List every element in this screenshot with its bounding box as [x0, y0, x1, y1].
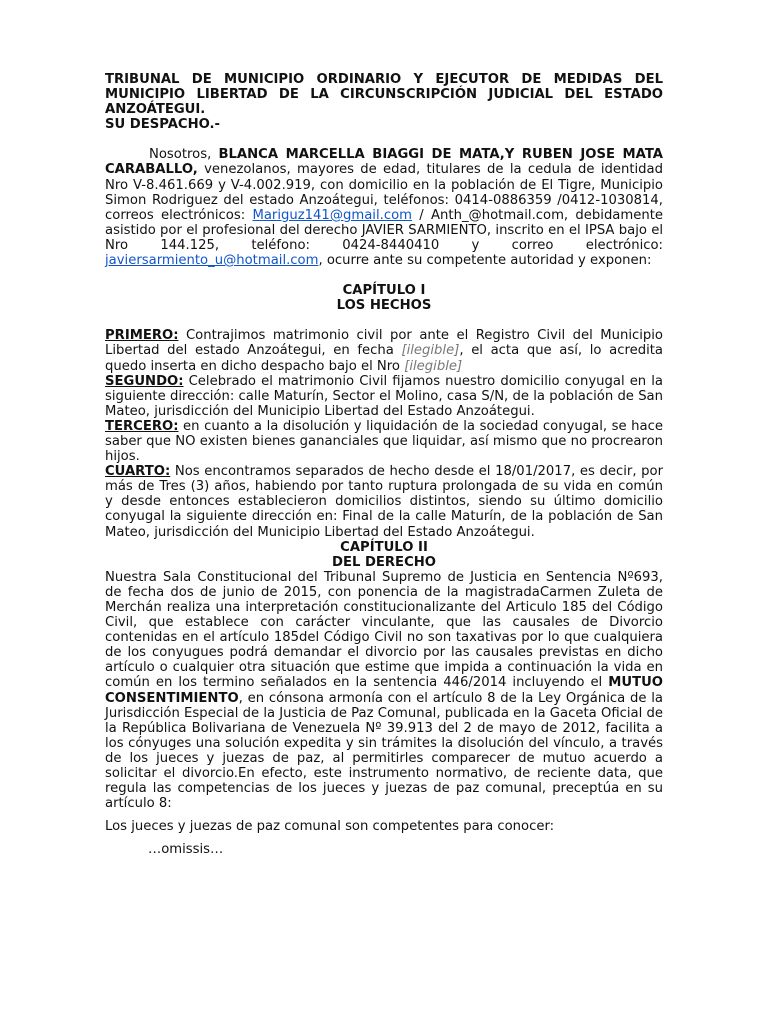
competencias-paragraph: Los jueces y juezas de paz comunal son competentes para conocer:: [105, 819, 555, 835]
derecho-paragraph: [105, 570, 663, 812]
court-name: TRIBUNAL DE MUNICIPIO ORDINARIO Y EJECUTOR DE MEDIDAS DEL MUNICIPIO LIBERTAD DE LA CIRCUNSCRIPCIÓN JUDICIAL DEL ESTADO ANZOÁTEGUI.: [105, 72, 663, 118]
addressee-heading: [105, 72, 663, 132]
chapter1-title: CAPÍTULO I: [342, 283, 426, 299]
email-link-javiersarmiento[interactable]: javiersarmiento_u@hotmail.com: [105, 253, 319, 269]
paragraph-tercero: [105, 419, 663, 464]
despacho-line: SU DESPACHO.-: [105, 117, 221, 133]
intro-text-1: Nosotros,: [149, 147, 219, 163]
chapter1-heading: [105, 283, 663, 313]
paragraph-segundo: [105, 374, 663, 419]
chapter2-heading: [105, 540, 663, 570]
paragraph-cuarto: [105, 464, 663, 539]
email-link-mariguz[interactable]: Mariguz141@gmail.com: [252, 207, 412, 223]
chapter2-title: CAPÍTULO II: [340, 539, 428, 555]
chapter2-subtitle: DEL DERECHO: [332, 554, 436, 570]
primero-text-a: Contrajimos matrimonio civil por ante el Registro Civil del Municipio Libertad del estado Anzoátegui, en fecha: [105, 328, 663, 359]
primero-label: PRIMERO:: [105, 328, 179, 344]
cuarto-text: Nos encontramos separados de hecho desde el 18/01/2017, es decir, por más de Tres (3) años, habiendo por tanto ruptura prolongada de su vida en común y desde entonces establecieron domicilios distintos, siendo su último domicilio conyugal la siguiente dirección en: Final de la calle Maturín, de la población de San Mateo, jurisdicción del Municipio Libertad del Estado Anzoátegui.: [105, 464, 663, 540]
intro-paragraph: [105, 147, 663, 268]
mutuo-consentimiento: MUTUO CONSENTIMIENTO: [105, 675, 663, 706]
intro-text-2: venezolanos, mayores de edad, titulares de la cedula de identidad Nro V-8.461.669 y V-4.002.919, con domicilio en la población de El Tigre, Municipio Simon Rodriguez del estado Anzoátegui, teléfonos: 0414-0886359 /0412-1030814, correos electrónicos:: [105, 162, 663, 223]
petitioner-names: BLANCA MARCELLA BIAGGI DE MATA,Y RUBEN JOSE MATA CARABALLO,: [105, 147, 663, 178]
primero-illegible-date: [ilegible]: [401, 343, 460, 359]
cuarto-label: CUARTO:: [105, 464, 171, 480]
segundo-label: SEGUNDO:: [105, 373, 184, 389]
paragraph-primero: [105, 328, 663, 373]
intro-text-3: / Anth_@hotmail.com, debidamente asistido por el profesional del derecho JAVIER SARMIENTO, inscrito en el IPSA bajo el Nro 144.125, teléfono: 0424-8440410 y correo electrónico:: [105, 207, 663, 253]
tercero-label: TERCERO:: [105, 418, 179, 434]
chapter1-subtitle: LOS HECHOS: [336, 298, 432, 314]
tercero-text: en cuanto a la disolución y liquidación de la sociedad conyugal, se hace saber que NO existen bienes gananciales que liquidar, así mismo que no procrearon hijos.: [105, 418, 663, 465]
segundo-text: Celebrado el matrimonio Civil fijamos nuestro domicilio conyugal en la siguiente dirección: calle Maturín, Sector el Molino, casa S/N, de la población de San Mateo, jurisdicción del Municipio Libertad del Estado Anzoátegui.: [105, 373, 663, 419]
primero-illegible-number: [ilegible]: [404, 358, 463, 374]
omissis-line: …omissis…: [148, 842, 224, 858]
intro-text-4: , ocurre ante su competente autoridad y exponen:: [318, 253, 652, 269]
derecho-text-b: , en cónsona armonía con el artículo 8 de la Ley Orgánica de la Jurisdicción Especial de la Justicia de Paz Comunal, publicada en la Gaceta Oficial de la República Bolivariana de Venezuela Nº 39.913 del 2 de mayo de 2012, facilita a los cónyuges una solución expedita y sin trámites la disolución del vínculo, a través de los jueces y juezas de paz, al permitirles comparecer de mutuo acuerdo a solicitar el divorcio.En efecto, este instrumento normativo, de reciente data, que regula las competencias de los jueces y juezas de paz comunal, preceptúa en su artículo 8:: [105, 690, 663, 812]
primero-text-b: , el acta que así, lo acredita quedo inserta en dicho despacho bajo el Nro: [105, 343, 663, 374]
derecho-text-a: Nuestra Sala Constitucional del Tribunal Supremo de Justicia en Sentencia Nº693, de fecha dos de junio de 2015, con ponencia de la magistradaCarmen Zuleta de Merchán realiza una interpretación constitucionalizante del Articulo 185 del Código Civil, que establece con carácter vinculante, que las causales de Divorcio contenidas en el artículo 185del Código Civil no son taxativas por lo que cualquiera de los conyugues podrá demandar el divorcio por las causales previstas en dicho artículo o cualquier otra situación que estime que impida a continuación la vida en común en los termino señalados en la sentencia 446/2014 incluyendo el: [105, 569, 663, 691]
